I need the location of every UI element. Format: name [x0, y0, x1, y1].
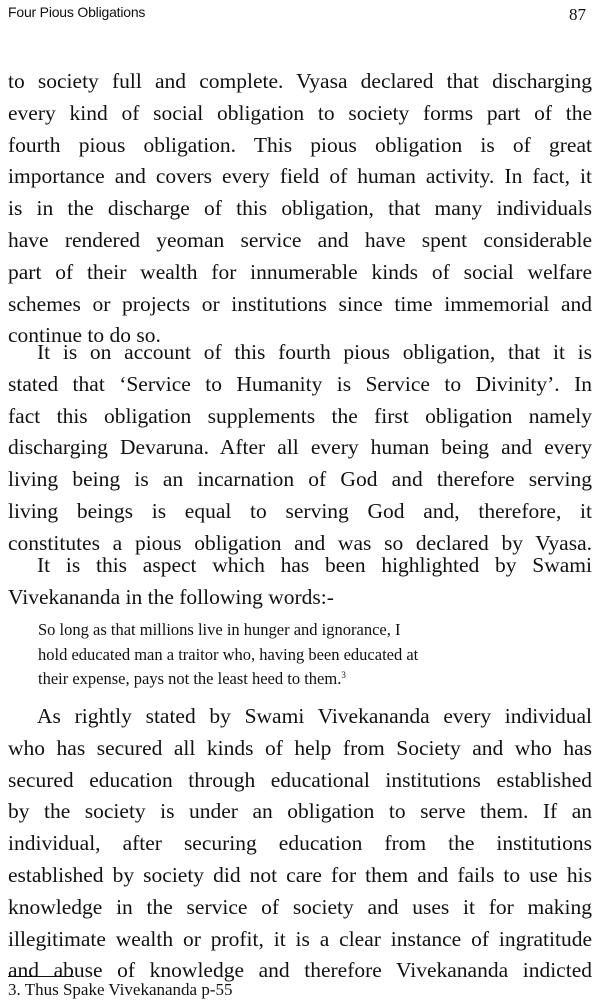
text-line: to society full and complete. Vyasa declared that discharging — [8, 69, 592, 93]
text-line: constitutes a pious obligation and was so declared by Vyasa. — [8, 530, 592, 555]
text-line: living being is an incarnation of God and therefore serving — [8, 467, 592, 492]
text-line: part of their wealth for innumerable kinds of social welfare — [8, 259, 592, 284]
text-line: and abuse of knowledge and therefore Vivekananda indicted — [8, 958, 592, 983]
quote-line-text: their expense, pays not the least heed to them. — [38, 669, 342, 688]
page-header — [8, 4, 586, 26]
text-line: schemes or projects or institutions since time immemorial and — [8, 291, 592, 316]
text-line: It is this aspect which has been highlighted by Swami — [37, 553, 592, 577]
running-title: Four Pious Obligations — [8, 4, 146, 20]
text-line: importance and covers every field of human activity. In fact, it — [8, 164, 592, 189]
text-line: individual, after securing education from the institutions — [8, 831, 592, 856]
quote-line: So long as that millions live in hunger and ignorance, I — [38, 620, 401, 639]
text-line: It is on account of this fourth pious obligation, that it is — [37, 340, 592, 364]
text-line: discharging Devaruna. After all every human being and every — [8, 435, 592, 460]
text-line: living beings is equal to serving God and, therefore, it — [8, 498, 592, 523]
text-line: who has secured all kinds of help from Society and who has — [8, 735, 592, 760]
text-line: stated that ‘Service to Humanity is Service to Divinity’. In — [8, 371, 592, 396]
text-line: have rendered yeoman service and have spent considerable — [8, 227, 592, 252]
paragraph-4 — [8, 701, 592, 987]
text-line: established by society did not care for them and fails to use his — [8, 862, 592, 887]
text-line: continue to do so. — [8, 323, 161, 348]
text-line: every kind of social obligation to society forms part of the — [8, 100, 592, 125]
text-line: Vivekananda in the following words:- — [8, 584, 334, 609]
text-line: by the society is under an obligation to serve them. If an — [8, 799, 592, 824]
paragraph-3 — [8, 550, 592, 614]
block-quote — [38, 618, 572, 692]
quote-line-last — [38, 667, 572, 692]
footnote-rule — [8, 976, 74, 977]
footnote: 3. Thus Spake Vivekananda p-55 — [8, 980, 233, 999]
paragraph-1 — [8, 66, 592, 352]
quote-line: hold educated man a traitor who, having been educated at — [38, 644, 419, 664]
text-line: is in the discharge of this obligation, that many individuals — [8, 196, 592, 221]
text-line: fact this obligation supplements the first obligation namely — [8, 403, 592, 428]
footnote-reference: 3 — [341, 670, 346, 680]
text-line: fourth pious obligation. This pious obligation is of great — [8, 132, 592, 157]
text-line: knowledge in the service of society and uses it for making — [8, 894, 592, 919]
page-number: 87 — [569, 5, 586, 24]
paragraph-2 — [8, 337, 592, 560]
text-line: secured education through educational institutions established — [8, 767, 592, 792]
text-line: illegitimate wealth or profit, it is a clear instance of ingratitude — [8, 926, 592, 951]
text-line: As rightly stated by Swami Vivekananda every individual — [37, 704, 592, 728]
